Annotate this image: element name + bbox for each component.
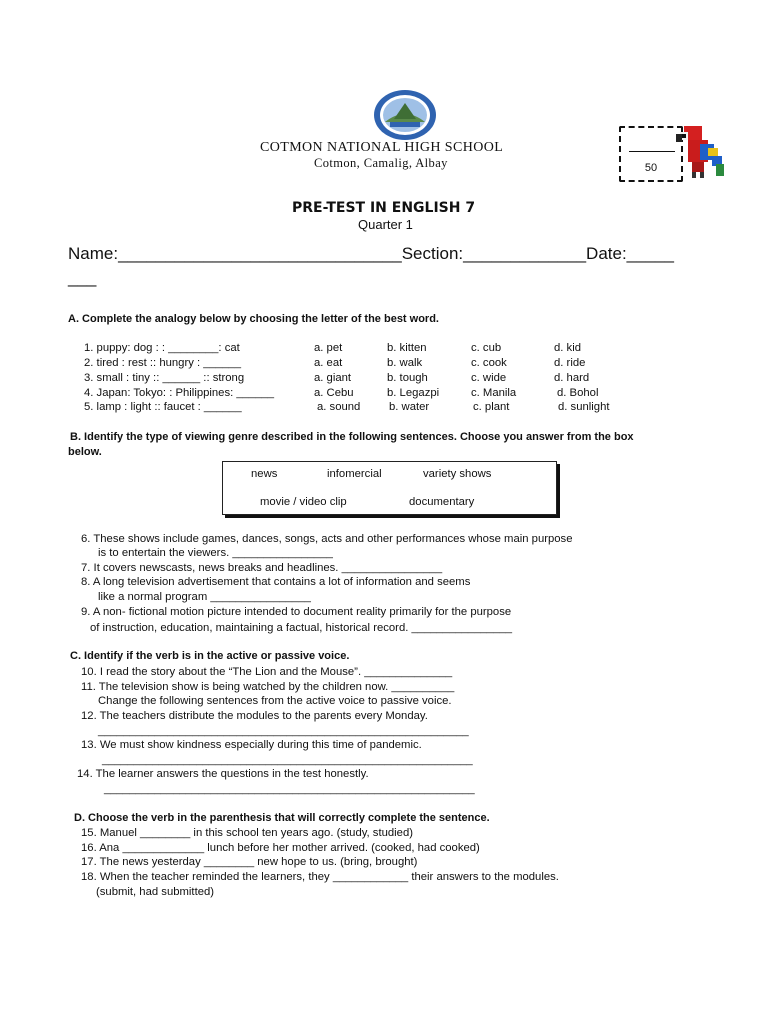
item-2-option-d: d. ride bbox=[554, 357, 586, 369]
item-11-text: 11. The television show is being watched by the children now. __________ bbox=[81, 681, 455, 693]
change-voice-instruction: Change the following sentences from the active voice to passive voice. bbox=[98, 695, 452, 707]
item-4-option-b: b. Legazpi bbox=[387, 387, 440, 399]
item-8-text-cont: like a normal program ________________ bbox=[98, 591, 311, 603]
item-6-text: 6. These shows include games, dances, songs, acts and other performances whose main purpose bbox=[81, 533, 573, 545]
item-3-option-c: c. wide bbox=[471, 372, 507, 384]
item-18-text: 18. When the teacher reminded the learners, they ____________ their answers to the modules. bbox=[81, 871, 559, 883]
score-total: 50 bbox=[644, 162, 658, 174]
item-4-question: 4. Japan: Tokyo: : Philippines: ______ bbox=[84, 387, 275, 399]
item-1-option-c: c. cub bbox=[471, 342, 502, 354]
section-d-instruction: D. Choose the verb in the parenthesis that will correctly complete the sentence. bbox=[74, 812, 490, 824]
item-7-text: 7. It covers newscasts, news breaks and headlines. ________________ bbox=[81, 562, 443, 574]
item-5-option-b: b. water bbox=[389, 401, 430, 413]
item-14-answer-line: ___________________________________________________________ bbox=[104, 783, 475, 795]
item-2-question: 2. tired : rest :: hungry : ______ bbox=[84, 357, 241, 369]
item-8-text: 8. A long television advertisement that contains a lot of information and seems bbox=[81, 576, 471, 588]
section-a-instruction: A. Complete the analogy below by choosing the letter of the best word. bbox=[68, 313, 439, 325]
item-15-text: 15. Manuel ________ in this school ten years ago. (study, studied) bbox=[81, 827, 414, 839]
item-4-option-d: d. Bohol bbox=[557, 387, 599, 399]
item-9-text: 9. A non- fictional motion picture intended to document reality primarily for the purpose bbox=[81, 606, 512, 618]
item-1-option-d: d. kid bbox=[554, 342, 582, 354]
section-c-instruction: C. Identify if the verb is in the active or passive voice. bbox=[70, 650, 350, 662]
item-17-text: 17. The news yesterday ________ new hope to us. (bring, brought) bbox=[81, 856, 418, 868]
item-13-answer-line: ___________________________________________________________ bbox=[102, 754, 473, 766]
item-4-option-c: c. Manila bbox=[471, 387, 517, 399]
item-9-text-cont: of instruction, education, maintaining a factual, historical record. ________________ bbox=[90, 622, 513, 634]
school-name: COTMON NATIONAL HIGH SCHOOL bbox=[260, 140, 504, 155]
name-section-date-line: Name:______________________________Section:_____________Date:_____ bbox=[68, 244, 674, 263]
item-13-text: 13. We must show kindness especially during this time of pandemic. bbox=[81, 739, 422, 751]
item-6-text-cont: is to entertain the viewers. ________________ bbox=[98, 547, 333, 559]
item-3-option-d: d. hard bbox=[554, 372, 590, 384]
item-5-question: 5. lamp : light :: faucet : ______ bbox=[84, 401, 242, 413]
item-18-text-cont: (submit, had submitted) bbox=[96, 886, 215, 898]
item-12-text: 12. The teachers distribute the modules to the parents every Monday. bbox=[81, 710, 428, 722]
choice-news: news bbox=[251, 468, 278, 480]
item-3-question: 3. small : tiny :: ______ :: strong bbox=[84, 372, 245, 384]
test-title: PRE-TEST IN ENGLISH 7 bbox=[292, 200, 476, 216]
item-5-option-d: d. sunlight bbox=[558, 401, 610, 413]
item-2-option-a: a. eat bbox=[314, 357, 343, 369]
name-line-continuation: ___ bbox=[68, 268, 97, 287]
parrot-icon bbox=[672, 118, 730, 184]
item-2-option-c: c. cook bbox=[471, 357, 507, 369]
item-12-answer-line: ___________________________________________________________ bbox=[98, 725, 469, 737]
item-14-text: 14. The learner answers the questions in the test honestly. bbox=[77, 768, 369, 780]
section-b-instruction: B. Identify the type of viewing genre described in the following sentences. Choose you answer from the box bbox=[70, 431, 634, 443]
section-b-instruction-cont: below. bbox=[68, 446, 102, 458]
item-5-option-a: a. sound bbox=[317, 401, 361, 413]
item-10-text: 10. I read the story about the “The Lion and the Mouse”. ______________ bbox=[81, 666, 453, 678]
item-16-text: 16. Ana _____________ lunch before her mother arrived. (cooked, had cooked) bbox=[81, 842, 480, 854]
item-1-option-a: a. pet bbox=[314, 342, 343, 354]
choice-variety-shows: variety shows bbox=[423, 468, 492, 480]
choice-movie-video-clip: movie / video clip bbox=[260, 496, 347, 508]
item-5-option-c: c. plant bbox=[473, 401, 510, 413]
item-1-question: 1. puppy: dog : : ________: cat bbox=[84, 342, 240, 354]
school-address: Cotmon, Camalig, Albay bbox=[314, 156, 448, 170]
choice-documentary: documentary bbox=[409, 496, 475, 508]
choice-infomercial: infomercial bbox=[327, 468, 382, 480]
quarter-label: Quarter 1 bbox=[358, 217, 413, 232]
school-seal-logo bbox=[372, 88, 438, 142]
item-2-option-b: b. walk bbox=[387, 357, 423, 369]
item-3-option-b: b. tough bbox=[387, 372, 428, 384]
item-1-option-b: b. kitten bbox=[387, 342, 427, 354]
item-3-option-a: a. giant bbox=[314, 372, 352, 384]
score-blank-line bbox=[629, 151, 675, 152]
item-4-option-a: a. Cebu bbox=[314, 387, 354, 399]
